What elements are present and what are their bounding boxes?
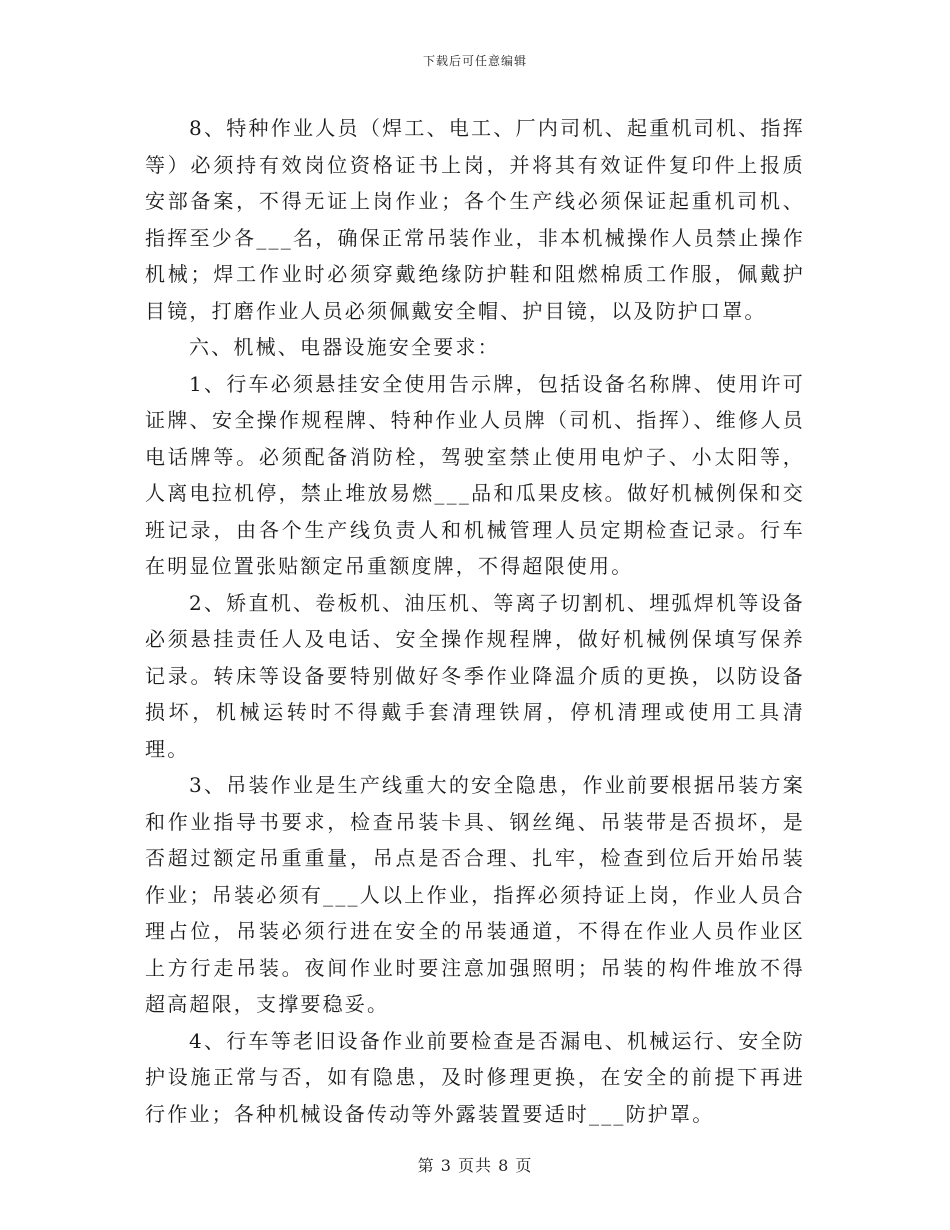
page-header: 下载后可任意编辑 <box>422 54 527 68</box>
paragraph-item-1-crane: 1、行车必须悬挂安全使用告示牌，包括设备名称牌、使用许可证牌、安全操作规程牌、特种作业人员牌（司机、指挥）、维修人员电话牌等。必须配备消防栓，驾驶室禁止使用电炉子、小太阳等，人离电拉机停，禁止堆放易燃___品和瓜果皮核。做好机械例保和交班记录，由各个生产线负责人和机械管理人员定期检查记录。行车在明显位置张贴额定吊重额度牌，不得超限使用。 <box>145 371 805 578</box>
page-number-footer: 第 3 页共 8 页 <box>417 1156 533 1175</box>
document-body <box>145 110 805 1132</box>
paragraph-item-8-personnel: 8、特种作业人员（焊工、电工、厂内司机、起重机司机、指挥等）必须持有效岗位资格证书上岗，并将其有效证件复印件上报质安部备案，不得无证上岗作业；各个生产线必须保证起重机司机、指挥至少各___名，确保正常吊装作业，非本机械操作人员禁止操作机械；焊工作业时必须穿戴绝缘防护鞋和阻燃棉质工作服，佩戴护目镜，打磨作业人员必须佩戴安全帽、护目镜，以及防护口罩。 <box>145 116 805 323</box>
paragraph-item-4-old-equipment: 4、行车等老旧设备作业前要检查是否漏电、机械运行、安全防护设施正常与否，如有隐患，及时修理更换，在安全的前提下再进行作业；各种机械设备传动等外露装置要适时___防护罩。 <box>145 1028 805 1126</box>
paragraph-item-2-equipment: 2、矫直机、卷板机、油压机、等离子切割机、埋弧焊机等设备必须悬挂责任人及电话、安全操作规程牌，做好机械例保填写保养记录。转床等设备要特别做好冬季作业降温介质的更换，以防设备损坏，机械运转时不得戴手套清理铁屑，停机清理或使用工具清理。 <box>145 590 805 761</box>
section-heading-machinery-safety: 六、机械、电器设施安全要求： <box>189 335 500 359</box>
paragraph-item-3-lifting: 3、吊装作业是生产线重大的安全隐患，作业前要根据吊装方案和作业指导书要求，检查吊装卡具、钢丝绳、吊装带是否损坏，是否超过额定吊重重量，吊点是否合理、扎牢，检查到位后开始吊装作业；吊装必须有___人以上作业，指挥必须持证上岗，作业人员合理占位，吊装必须行进在安全的吊装通道，不得在作业人员作业区上方行走吊装。夜间作业时要注意加强照明；吊装的构件堆放不得超高超限，支撑要稳妥。 <box>145 773 805 1016</box>
